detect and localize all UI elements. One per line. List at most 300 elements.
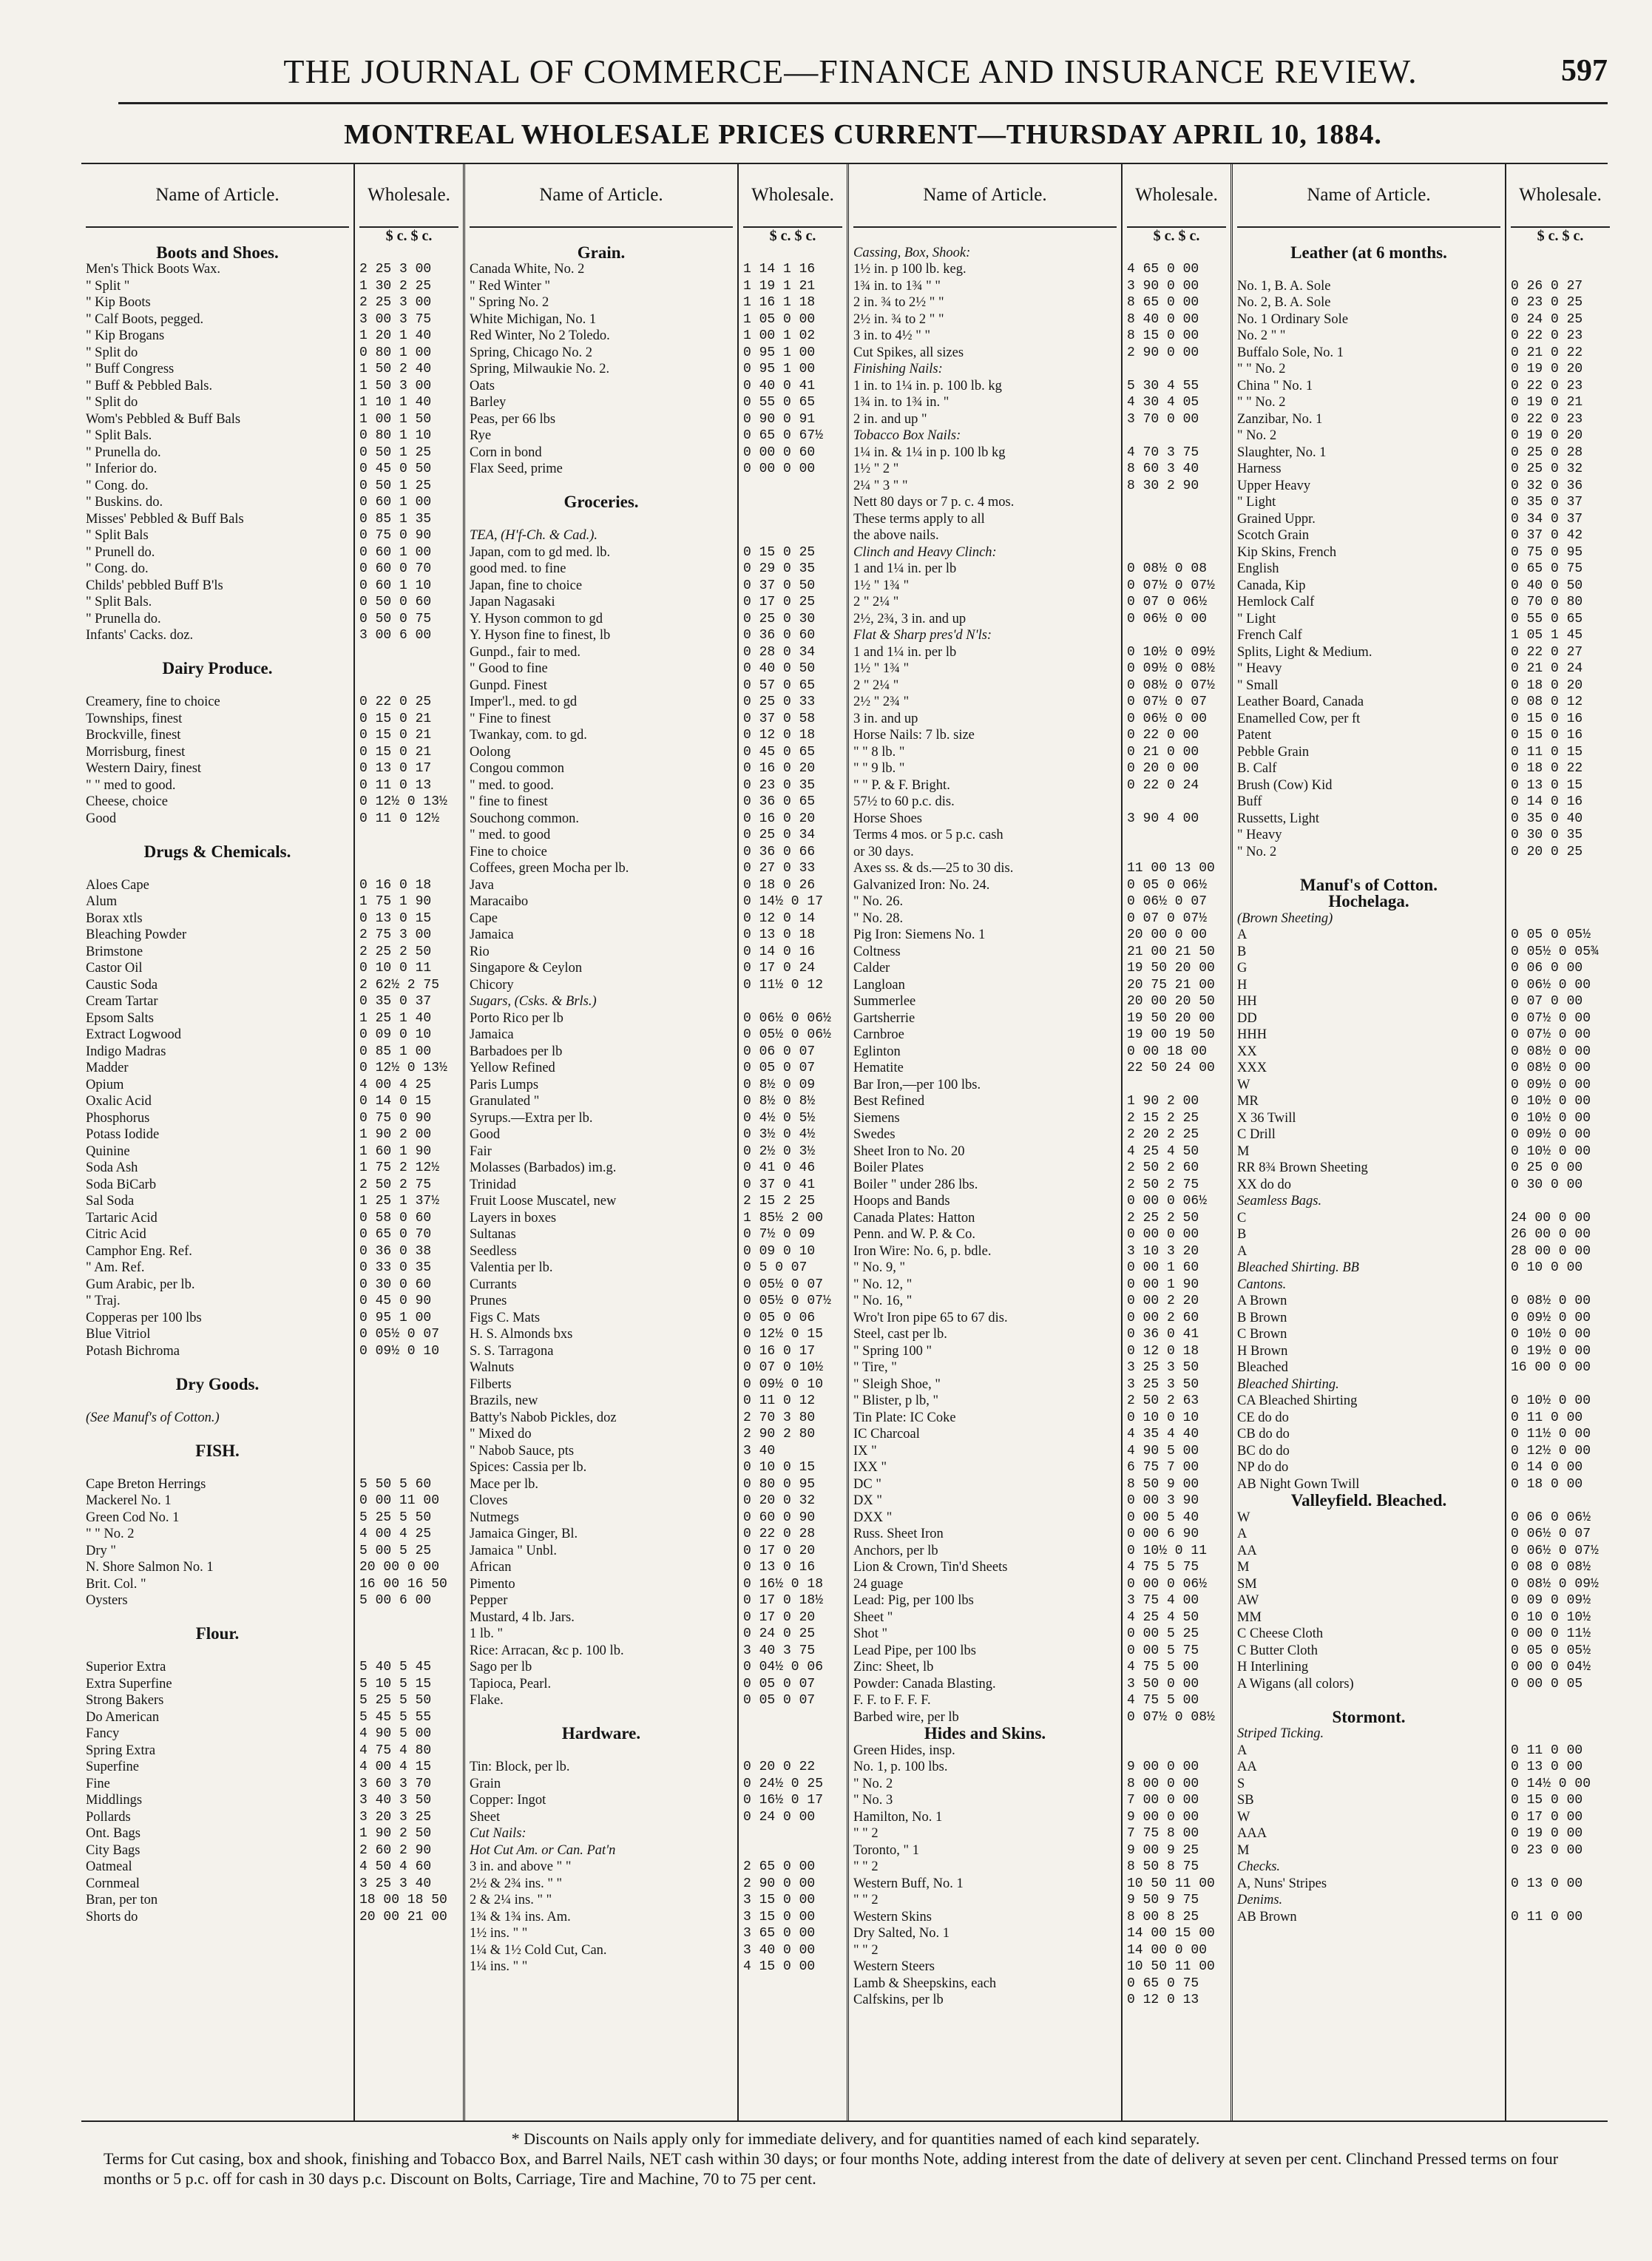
article-name: Cantons. — [1237, 1277, 1287, 1292]
wholesale-price — [1127, 827, 1226, 844]
article-name: F. F. to F. F. F. — [853, 1693, 931, 1708]
article-name: " Good to fine — [470, 661, 548, 676]
wholesale-price: 0 08½ 0 00 — [1511, 1061, 1591, 1075]
article-name: " Cong. do. — [86, 478, 149, 493]
article-name: " Am. Ref. — [86, 1260, 145, 1275]
wholesale-price: 0 10 0 00 — [1511, 1260, 1583, 1275]
wholesale-price: 0 14½ 0 17 — [743, 894, 824, 909]
wholesale-price: 0 50 0 75 — [359, 611, 432, 626]
wholesale-price: 0 04½ 0 06 — [743, 1660, 824, 1674]
article-name: Buff — [1237, 794, 1262, 809]
article-name: 1½ " 2 " — [853, 462, 899, 476]
article-name: 1½ in. p 100 lb. keg. — [853, 262, 967, 277]
article-name: Penn. and W. P. & Co. — [853, 1227, 975, 1242]
header-rule — [118, 102, 1608, 104]
article-name: BC do do — [1237, 1443, 1290, 1459]
wholesale-price: 0 11 0 15 — [1511, 744, 1583, 760]
article-name: Men's Thick Boots Wax. — [86, 262, 221, 277]
wholesale-price: 0 65 0 75 — [1511, 561, 1583, 576]
article-name: Tapioca, Pearl. — [470, 1676, 552, 1691]
article-name: Extra Superfine — [86, 1676, 172, 1691]
article-name: 1¾ in. to 1¾ " " — [853, 278, 941, 294]
wholesale-price — [359, 677, 458, 694]
article-name: " Red Winter " — [470, 278, 551, 294]
wholesale-price: 3 00 3 75 — [359, 311, 432, 327]
article-name: DX " — [853, 1493, 882, 1508]
wholesale-price: 0 12½ 0 13½ — [359, 794, 447, 809]
wholesale-price: 0 22 0 23 — [1511, 328, 1583, 343]
wholesale-price: 0 40 0 50 — [743, 661, 816, 676]
article-name: Boiler Plates — [853, 1160, 924, 1175]
article-name: " Cong. do. — [86, 561, 149, 576]
article-name: Bar Iron,—per 100 lbs. — [853, 1077, 981, 1092]
name-column-header: Name of Article. — [470, 164, 733, 228]
article-name: HH — [1237, 994, 1257, 1009]
article-name: Scotch Grain — [1237, 528, 1310, 543]
section-heading: Boots and Shoes. — [156, 244, 279, 261]
article-name: A Brown — [1237, 1294, 1287, 1308]
article-name: English — [1237, 561, 1279, 576]
wholesale-price: 0 10 0 10½ — [1511, 1609, 1591, 1625]
article-name: Western Steers — [853, 1959, 935, 1974]
article-name: " " med to good. — [86, 777, 176, 793]
article-name: Anchors, per lb — [853, 1543, 938, 1558]
article-name — [86, 1393, 349, 1410]
unit-spacer — [470, 228, 733, 245]
article-name: Do American — [86, 1709, 160, 1725]
wholesale-price: 0 06½ 0 06½ — [743, 1010, 831, 1026]
article-name: Buffalo Sole, No. 1 — [1237, 345, 1344, 360]
wholesale-price: 1 25 1 40 — [359, 1010, 432, 1026]
article-name: Potash Bichroma — [86, 1343, 180, 1359]
article-name: Grain — [470, 1776, 501, 1791]
article-name: 2½, 2¾, 3 in. and up — [853, 611, 967, 626]
article-name: SB — [1237, 1793, 1254, 1808]
wholesale-price: 9 50 9 75 — [1127, 1893, 1199, 1907]
wholesale-price: 0 37 0 58 — [743, 711, 816, 726]
wholesale-price — [1511, 261, 1610, 278]
article-name: Oolong — [470, 744, 511, 760]
wholesale-price: 0 20 0 00 — [1127, 761, 1199, 776]
wholesale-price: 0 05 0 07 — [743, 1676, 816, 1691]
article-name: 2¼ " 3 " " — [853, 478, 908, 493]
wholesale-price: 0 08½ 0 00 — [1511, 1044, 1591, 1059]
wholesale-price: 0 33 0 35 — [359, 1260, 432, 1275]
wholesale-price: 0 08½ 0 08 — [1127, 561, 1208, 576]
article-name: City Bags — [86, 1842, 141, 1858]
footer-terms: Terms for Cut casing, box and shook, finishing and Tobacco Box, and Barrel Nails, NET cash within 30 days; or four months Note, adding interest from the date of delivery at seven per cent. Clinchand Pressed terms on four months or 5 p.c. off for cash in 30 days p.c. Discount on Bolts, Carriage, Tire and Machine, 70 to 75 per cent. — [104, 2149, 1559, 2188]
article-name: Ont. Bags — [86, 1826, 141, 1841]
wholesale-price: 0 00 2 60 — [1127, 1310, 1199, 1325]
article-name: French Calf — [1237, 628, 1302, 643]
article-name: Langloan — [853, 977, 905, 993]
article-name: " " No. 2 — [1237, 362, 1286, 376]
wholesale-price: 4 50 4 60 — [359, 1859, 432, 1874]
wholesale-price: 0 22 0 23 — [1511, 411, 1583, 427]
article-name — [86, 677, 349, 694]
article-name: Horse Shoes — [853, 811, 923, 826]
wholesale-price — [743, 993, 842, 1010]
wholesale-price: 2 50 2 60 — [1127, 1160, 1199, 1175]
article-name: Soda BiCarb — [86, 1177, 157, 1192]
wholesale-price — [1127, 361, 1226, 378]
wholesale-price: 0 14 0 15 — [359, 1094, 432, 1109]
article-name: Pepper — [470, 1593, 508, 1608]
article-name: Western Dairy, finest — [86, 761, 202, 776]
wholesale-price: 0 15 0 21 — [359, 744, 432, 760]
article-name: " Sleigh Shoe, " — [853, 1376, 941, 1392]
article-name: Shorts do — [86, 1909, 138, 1924]
article-name: Congou common — [470, 761, 564, 776]
wholesale-price: 1 00 1 50 — [359, 411, 432, 427]
wholesale-price: 0 10½ 0 00 — [1511, 1327, 1591, 1342]
wholesale-price: 0 07½ 0 00 — [1511, 1010, 1591, 1026]
wholesale-price: 0 12 0 13 — [1127, 1993, 1199, 2007]
wholesale-price: 0 00 5 75 — [1127, 1643, 1199, 1658]
wholesale-price: 9 00 0 00 — [1127, 1809, 1199, 1825]
article-name: A — [1237, 927, 1248, 942]
article-name — [86, 860, 349, 877]
article-name: " Split do — [86, 345, 138, 360]
wholesale-price: 0 7½ 0 09 — [743, 1227, 816, 1242]
wholesale-price: 5 30 4 55 — [1127, 378, 1199, 393]
name-column-header: Name of Article. — [853, 164, 1117, 228]
article-name: " Mixed do — [470, 1427, 532, 1442]
wholesale-price: 0 13 0 17 — [359, 761, 432, 776]
article-name: Fair — [470, 1143, 492, 1159]
article-name: NP do do — [1237, 1460, 1289, 1475]
wholesale-price: 0 07½ 0 00 — [1511, 1027, 1591, 1042]
wholesale-price: 2 62½ 2 75 — [359, 977, 440, 993]
article-name: Barbed wire, per lb — [853, 1709, 959, 1725]
article-name: 3 in. and up — [853, 711, 918, 726]
wholesale-price: 19 00 19 50 — [1127, 1027, 1215, 1042]
wholesale-price: 10 50 11 00 — [1127, 1876, 1215, 1891]
wholesale-price — [359, 1609, 458, 1626]
article-name: Sugars, (Csks. & Brls.) — [470, 994, 597, 1009]
article-name: Prunes — [470, 1294, 507, 1308]
article-name: 2 in. and up " — [853, 411, 927, 427]
article-name: Flat & Sharp pres'd N'ls: — [853, 628, 992, 643]
wholesale-price: 4 75 5 75 — [1127, 1560, 1199, 1575]
article-name: " med. to good. — [470, 777, 554, 793]
wholesale-price — [1511, 1277, 1610, 1294]
wholesale-price: 0 11½ 0 00 — [1511, 1427, 1591, 1442]
article-name: Upper Heavy — [1237, 478, 1311, 493]
wholesale-price: 0 05 0 05½ — [1511, 927, 1591, 942]
article-name: Sheet — [470, 1809, 501, 1825]
article-name: Phosphorus — [86, 1110, 150, 1126]
wholesale-price: 0 13 0 15 — [359, 910, 432, 926]
article-name: No. 2 " " — [1237, 328, 1286, 343]
article-name: AAA — [1237, 1826, 1267, 1841]
wholesale-price: 14 00 15 00 — [1127, 1926, 1215, 1941]
article-name: Seamless Bags. — [1237, 1194, 1322, 1209]
article-name: Mustard, 4 lb. Jars. — [470, 1609, 575, 1625]
article-name: Jamaica — [470, 927, 514, 942]
wholesale-price: 0 18 0 26 — [743, 877, 816, 893]
article-name: Green Hides, insp. — [853, 1743, 955, 1758]
wholesale-price: 8 60 3 40 — [1127, 462, 1199, 476]
wholesale-price: 0 06½ 0 00 — [1127, 611, 1208, 626]
wholesale-price: 0 10 0 10 — [1127, 1410, 1199, 1425]
article-name: 2½ in. ¾ to 2 " " — [853, 311, 944, 327]
section-heading: Flour. — [195, 1626, 240, 1643]
wholesale-price: 0 00 6 90 — [1127, 1527, 1199, 1541]
section-heading: Dry Goods. — [175, 1376, 260, 1393]
article-name: Green Cod No. 1 — [86, 1510, 180, 1525]
wholesale-price: 0 11 0 00 — [1511, 1410, 1583, 1425]
article-name: 1 and 1¼ in. per lb — [853, 644, 957, 660]
wholesale-price: 0 24½ 0 25 — [743, 1776, 824, 1791]
article-name: " Blister, p lb, " — [853, 1393, 939, 1408]
wholesale-price: 4 00 4 15 — [359, 1760, 432, 1774]
wholesale-price: 0 08½ 0 07½ — [1127, 677, 1215, 693]
article-name: Summerlee — [853, 994, 916, 1009]
wholesale-price: 0 14 0 00 — [1511, 1460, 1583, 1475]
wholesale-price: 0 05 0 07 — [743, 1693, 816, 1708]
wholesale-price: 0 85 1 00 — [359, 1044, 432, 1059]
wholesale-price: 0 58 0 60 — [359, 1210, 432, 1226]
wholesale-price: 2 50 2 63 — [1127, 1393, 1199, 1408]
article-name: Granulated " — [470, 1094, 540, 1109]
article-name: good med. to fine — [470, 561, 566, 576]
wholesale-price: 0 40 0 41 — [743, 378, 816, 393]
wholesale-price — [743, 511, 842, 528]
wholesale-price: 0 17 0 20 — [743, 1543, 816, 1558]
article-name: Layers in boxes — [470, 1210, 557, 1226]
article-name: Gunpd., fair to med. — [470, 644, 581, 660]
wholesale-price: 0 36 0 65 — [743, 794, 816, 809]
article-name: Slaughter, No. 1 — [1237, 445, 1327, 460]
article-name: Best Refined — [853, 1094, 925, 1109]
wholesale-price: 3 75 4 00 — [1127, 1593, 1199, 1608]
wholesale-price: 0 25 0 30 — [743, 611, 816, 626]
article-name: M — [1237, 1842, 1250, 1858]
wholesale-price: 0 45 0 50 — [359, 462, 432, 476]
article-name: Townships, finest — [86, 711, 183, 726]
article-name: Java — [470, 877, 494, 893]
article-name: " Nabob Sauce, pts — [470, 1443, 575, 1459]
article-name: " Buff Congress — [86, 362, 175, 376]
section-heading: Hides and Skins. — [924, 1726, 1046, 1743]
article-name: IX " — [853, 1443, 877, 1459]
section-heading: Hardware. — [561, 1726, 641, 1743]
wholesale-price: 0 06 0 06½ — [1511, 1510, 1591, 1525]
article-name: Lead Pipe, per 100 lbs — [853, 1643, 976, 1658]
wholesale-price — [359, 1459, 458, 1476]
article-name — [86, 1359, 349, 1376]
article-name: Russetts, Light — [1237, 811, 1320, 826]
wholesale-price: 0 8½ 0 8½ — [743, 1094, 816, 1109]
article-name: A Wigans (all colors) — [1237, 1676, 1354, 1691]
article-name: TEA, (H'f-Ch. & Cad.). — [470, 528, 598, 543]
wholesale-price: 0 45 0 65 — [743, 744, 816, 760]
article-name: MR — [1237, 1094, 1259, 1109]
article-name: Morrisburg, finest — [86, 744, 186, 760]
article-name: Clinch and Heavy Clinch: — [853, 544, 997, 560]
article-name: Superior Extra — [86, 1660, 166, 1674]
article-name: " " No. 2 — [86, 1527, 135, 1541]
wholesale-price: 16 00 16 50 — [359, 1576, 447, 1592]
wholesale-price: 2 50 2 75 — [359, 1177, 432, 1192]
article-name: SM — [1237, 1576, 1257, 1592]
wholesale-price: 2 25 2 50 — [1127, 1210, 1199, 1226]
article-name: Spring Extra — [86, 1743, 156, 1758]
wholesale-price: 1 25 1 37½ — [359, 1194, 440, 1209]
wholesale-price: 4 35 4 40 — [1127, 1427, 1199, 1442]
article-name: " Kip Brogans — [86, 328, 165, 343]
wholesale-price: 0 00 1 60 — [1127, 1260, 1199, 1275]
article-name: Sultanas — [470, 1227, 516, 1242]
wholesale-price: 0 90 0 91 — [743, 411, 816, 427]
article-name: Cloves — [470, 1493, 508, 1508]
wholesale-price — [359, 660, 458, 677]
wholesale-price: 8 40 0 00 — [1127, 311, 1199, 327]
wholesale-price: 0 27 0 33 — [743, 861, 816, 876]
article-name: Strong Bakers — [86, 1693, 164, 1708]
article-name: M — [1237, 1560, 1250, 1575]
wholesale-price: 3 60 3 70 — [359, 1776, 432, 1791]
name-column-header: Name of Article. — [86, 164, 349, 228]
wholesale-price: 3 50 0 00 — [1127, 1676, 1199, 1691]
wholesale-price: 0 16½ 0 17 — [743, 1793, 824, 1808]
article-name: Potass Iodide — [86, 1127, 160, 1142]
wholesale-price — [359, 1376, 458, 1393]
wholesale-price: 0 00 0 00 — [743, 462, 816, 476]
article-name: 2 in. ¾ to 2½ " " — [853, 295, 944, 310]
article-name: Flake. — [470, 1693, 504, 1708]
wholesale-price: 0 08½ 0 09½ — [1511, 1576, 1599, 1592]
wholesale-price: 0 00 1 90 — [1127, 1277, 1199, 1292]
wholesale-price: 1 14 1 16 — [743, 262, 816, 277]
article-name: 57½ to 60 p.c. dis. — [853, 794, 955, 809]
article-name: A, Nuns' Stripes — [1237, 1876, 1327, 1891]
wholesale-price: 0 13 0 18 — [743, 927, 816, 942]
wholesale-price: 0 05½ 0 05¾ — [1511, 944, 1599, 959]
wholesale-price: 0 57 0 65 — [743, 677, 816, 693]
wholesale-price: 0 95 1 00 — [743, 362, 816, 376]
wholesale-price: 0 12½ 0 13½ — [359, 1061, 447, 1075]
article-name-column — [849, 164, 1123, 2120]
price-unit-label: $ c. $ c. — [1153, 228, 1200, 244]
wholesale-price — [359, 644, 458, 661]
wholesale-price — [359, 1410, 458, 1427]
article-name: Bleaching Powder — [86, 927, 187, 942]
wholesale-price: 0 37 0 50 — [743, 578, 816, 593]
wholesale-price: 3 40 — [743, 1443, 776, 1459]
wholesale-price: 7 75 8 00 — [1127, 1826, 1199, 1841]
article-name: (See Manuf's of Cotton.) — [86, 1410, 220, 1425]
wholesale-price: 0 13 0 00 — [1511, 1876, 1583, 1891]
article-name: Sago per lb — [470, 1660, 532, 1674]
article-name: Cut Spikes, all sizes — [853, 345, 964, 360]
section-heading: Manuf's of Cotton. — [1300, 876, 1438, 893]
article-name: Spices: Cassia per lb. — [470, 1460, 587, 1475]
wholesale-price: 0 09½ 0 00 — [1511, 1127, 1591, 1142]
wholesale-price: 0 05½ 0 06½ — [743, 1027, 831, 1042]
wholesale-price: 0 60 1 00 — [359, 544, 432, 560]
section-heading: Valleyfield. Bleached. — [1290, 1493, 1447, 1510]
wholesale-price: 2 65 0 00 — [743, 1859, 816, 1874]
article-name: Fancy — [86, 1726, 120, 1741]
article-name: " " 8 lb. " — [853, 744, 905, 760]
article-name: Swedes — [853, 1127, 896, 1142]
article-name: Carnbroe — [853, 1027, 904, 1042]
article-name: W — [1237, 1077, 1250, 1092]
article-name: Hemlock Calf — [1237, 595, 1315, 609]
article-name: Splits, Light & Medium. — [1237, 644, 1372, 660]
section-heading: FISH. — [195, 1442, 240, 1459]
wholesale-price — [743, 1743, 842, 1760]
article-name: (Brown Sheeting) — [1237, 910, 1333, 926]
article-name: Sheet " — [853, 1609, 893, 1625]
wholesale-price: 0 13 0 00 — [1511, 1760, 1583, 1774]
wholesale-price — [1511, 1493, 1610, 1510]
article-name: White Michigan, No. 1 — [470, 311, 597, 327]
article-name: 2½ & 2¾ ins. " " — [470, 1876, 563, 1891]
price-panel — [1233, 164, 1614, 2120]
article-name: Spring, Milwaukie No. 2. — [470, 362, 610, 376]
wholesale-price: 0 24 0 25 — [1511, 311, 1583, 327]
wholesale-price: 0 18 0 20 — [1511, 677, 1583, 693]
article-name: Middlings — [86, 1793, 143, 1808]
wholesale-price: 5 00 5 25 — [359, 1543, 432, 1558]
wholesale-price: 0 60 1 10 — [359, 578, 432, 593]
wholesale-price: 0 21 0 22 — [1511, 345, 1583, 360]
wholesale-price: 0 65 0 75 — [1127, 1976, 1199, 1991]
wholesale-price: 0 05½ 0 07½ — [743, 1294, 831, 1308]
article-name — [86, 1609, 349, 1626]
wholesale-price: 3 40 3 75 — [743, 1643, 816, 1658]
wholesale-price: 8 50 9 00 — [1127, 1476, 1199, 1492]
wholesale-price: 0 34 0 37 — [1511, 511, 1583, 527]
wholesale-price: 5 00 6 00 — [359, 1593, 432, 1608]
wholesale-price: 4 15 0 00 — [743, 1959, 816, 1974]
article-name: Cut Nails: — [470, 1826, 527, 1841]
article-name: " " 2 — [853, 1826, 879, 1841]
wholesale-price — [359, 1426, 458, 1443]
article-name: " Calf Boots, pegged. — [86, 311, 204, 327]
wholesale-price — [359, 1393, 458, 1410]
article-name: HHH — [1237, 1027, 1267, 1042]
article-name — [86, 827, 349, 844]
article-name: AA — [1237, 1543, 1257, 1558]
wholesale-price: 0 06½ 0 07 — [1127, 894, 1208, 909]
wholesale-price: 1 60 1 90 — [359, 1143, 432, 1159]
article-name: 2 & 2¼ ins. " " — [470, 1893, 552, 1907]
article-name: H — [1237, 977, 1248, 993]
article-name: Siemens — [853, 1110, 900, 1126]
wholesale-price: 0 09½ 0 08½ — [1127, 661, 1215, 676]
wholesale-price: 0 06½ 0 00 — [1511, 977, 1591, 993]
article-name: Oatmeal — [86, 1859, 132, 1874]
wholesale-price — [1511, 893, 1610, 910]
wholesale-price: 1 90 2 50 — [359, 1826, 432, 1841]
wholesale-price: 0 80 1 10 — [359, 428, 432, 443]
wholesale-price: 0 2½ 0 3½ — [743, 1143, 816, 1159]
article-name: Enamelled Cow, per ft — [1237, 711, 1361, 726]
article-name: Japan Nagasaki — [470, 595, 555, 609]
article-name: C Butter Cloth — [1237, 1643, 1318, 1658]
article-name: 2 " 2¼ " — [853, 595, 899, 609]
article-name: Mace per lb. — [470, 1476, 538, 1492]
article-name: Canada White, No. 2 — [470, 262, 585, 277]
wholesale-price: 0 06 0 07 — [743, 1044, 816, 1059]
section-heading: Drugs & Chemicals. — [143, 843, 291, 860]
wholesale-price — [359, 860, 458, 877]
wholesale-price: 0 80 0 95 — [743, 1476, 816, 1492]
